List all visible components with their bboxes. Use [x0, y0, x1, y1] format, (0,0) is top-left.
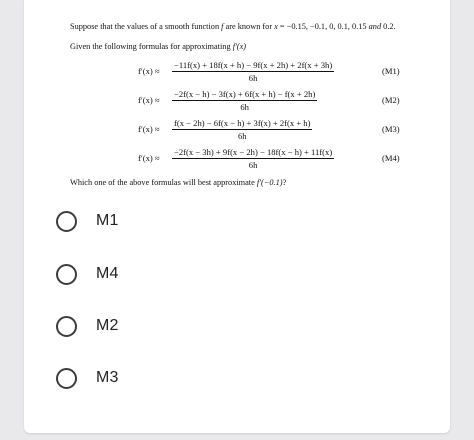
option-label: M2 — [96, 317, 119, 334]
formula-numerator: −2f(x − h) − 3f(x) + 6f(x + h) − f(x + 2h) — [174, 89, 316, 99]
radio-button[interactable] — [56, 316, 77, 337]
formula-denominator: 6h — [237, 131, 247, 141]
known-values: = −0.15, −0.1, 0, 0.1, 0.15 — [277, 22, 369, 31]
radio-button[interactable] — [56, 211, 77, 232]
formula-fraction — [172, 60, 334, 83]
option-label: M3 — [96, 369, 119, 386]
option-m2[interactable] — [56, 313, 119, 339]
derivative-symbol: f′(x) — [232, 42, 247, 51]
option-m4[interactable] — [56, 261, 119, 287]
radio-button[interactable] — [56, 368, 77, 389]
formula-m4 — [118, 147, 450, 169]
formula-numerator: −2f(x − 3h) + 9f(x − 2h) − 18f(x − h) + 11f(x) — [174, 147, 333, 157]
formula-tag: (M1) — [382, 66, 400, 76]
formula-m1 — [118, 60, 450, 82]
question-prompt — [70, 178, 286, 188]
option-label: M4 — [96, 265, 119, 282]
intro-text: Suppose that the values of a smooth function — [70, 22, 222, 31]
formula-tag: (M3) — [382, 124, 400, 134]
option-label: M1 — [96, 212, 119, 229]
variable-symbol: x — [274, 22, 278, 31]
option-m1[interactable] — [56, 208, 119, 234]
formula-denominator: 6h — [248, 73, 258, 83]
formula-lhs: f′(x) ≈ — [138, 95, 160, 105]
formula-lhs: f′(x) ≈ — [138, 153, 160, 163]
and-word: and — [368, 22, 382, 31]
formula-tag: (M4) — [382, 153, 400, 163]
formula-numerator: f(x − 2h) − 6f(x − h) + 3f(x) + 2f(x + h) — [174, 118, 311, 128]
formulas-heading-text: Given the following formulas for approximating — [70, 42, 233, 51]
formula-lhs: f′(x) ≈ — [138, 66, 160, 76]
formula-denominator: 6h — [248, 160, 258, 170]
formula-m3 — [118, 118, 450, 140]
formula-fraction — [172, 118, 312, 141]
known-values-end: 0.2. — [381, 22, 396, 31]
formula-fraction — [172, 89, 317, 112]
intro-text-mid: are known for — [223, 22, 275, 31]
prompt-expression: f′(−0.1) — [256, 178, 283, 187]
formula-m2 — [118, 89, 450, 111]
option-m3[interactable] — [56, 365, 119, 391]
function-symbol: f — [221, 22, 224, 31]
prompt-end: ? — [282, 178, 287, 187]
formula-lhs: f′(x) ≈ — [138, 124, 160, 134]
formula-numerator: −11f(x) + 18f(x + h) − 9f(x + 2h) + 2f(x + 3h) — [174, 60, 333, 70]
formula-fraction — [172, 147, 334, 170]
formulas-heading — [70, 42, 246, 52]
question-intro — [70, 22, 396, 32]
formula-tag: (M2) — [382, 95, 400, 105]
prompt-text: Which one of the above formulas will best approximate — [70, 178, 257, 187]
formula-denominator: 6h — [240, 102, 249, 112]
radio-button[interactable] — [56, 264, 77, 285]
